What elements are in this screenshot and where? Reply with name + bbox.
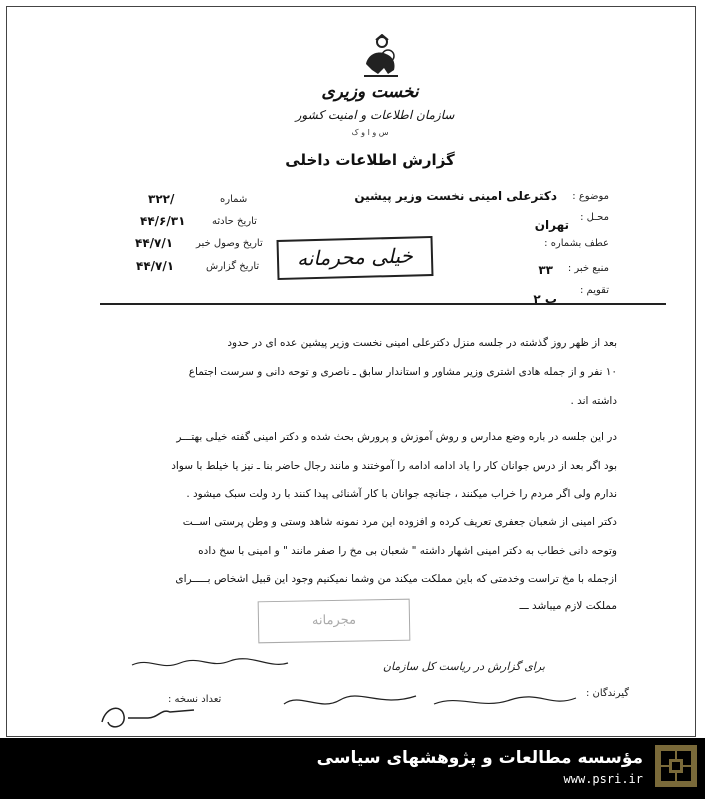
- handwriting-scribble-icon: [130, 655, 290, 673]
- copies-label: تعداد نسخه :: [168, 694, 222, 705]
- faint-stamp: مجرمانه: [258, 599, 411, 644]
- receive-date-label: تاریخ وصول خبر: [196, 238, 263, 249]
- signature-middle-icon: [280, 686, 420, 716]
- lion-sun-emblem-icon: [358, 34, 402, 82]
- body-line-8: وتوحه دانی خطاب به دکتر امینی اشهار داشته " شعبان بی مخ را صفر مانند " و امینی با سخ داده: [198, 545, 617, 557]
- report-type: گزارش اطلاعات داخلی: [285, 151, 455, 169]
- body-line-6: ندارم ولی اگر مردم را خراب میکنند ، جنانچه جوانان با کار آشنائی پیدا کنند با رد ولت سبک میشود .: [186, 488, 617, 500]
- place-value: تهران: [534, 218, 569, 232]
- recipients-label: گیرندگان :: [585, 688, 629, 699]
- header-code: س و ا و ک: [351, 128, 389, 137]
- receive-date-value: ۴۴/۷/۱: [135, 236, 174, 250]
- psri-logo-icon: [655, 745, 697, 787]
- classification-stamp: خیلی محرمانه: [277, 236, 434, 280]
- header-separator: [100, 303, 666, 305]
- report-date-value: ۴۴/۷/۱: [136, 259, 175, 273]
- body-line-2: ۱۰ نفر و از جمله هادی اشتری وزیر مشاور و استاندار سابق ـ ناصری و توحه دانی و سرست اجتماع: [188, 366, 617, 378]
- body-line-5: بود اگر بعد از درس جوانان کار را یاد ادامه ادامه را آموختند و مانند رجال حاضر بنا ـ نیز یا خیلط با سواد: [171, 460, 617, 472]
- signature-left-icon: [98, 696, 198, 736]
- source-label: منبع خبر :: [567, 263, 609, 274]
- header-org: سازمان اطلاعات و امنیت کشور: [295, 108, 455, 122]
- ref-label: عطف بشماره :: [544, 238, 609, 249]
- report-date-label: تاریخ گزارش: [206, 261, 260, 272]
- subject-label: موضوع :: [572, 191, 609, 202]
- header-title: نخست وزیری: [321, 82, 419, 102]
- event-date-value: ۴۴/۶/۳۱: [140, 214, 186, 228]
- body-line-7: دکتر امینی از شعبان جعفری تعریف کرده و افزوده این مرد نمونه شاهد وستی و وطن پرستی اســت: [182, 516, 617, 528]
- subject-value: دکترعلی امینی نخست وزیر پیشین: [354, 189, 557, 203]
- event-date-label: تاریخ حادثه: [212, 216, 257, 227]
- body-line-4: در این جلسه در باره وضع مدارس و روش آموزش و پرورش بحث شده و دکتر امینی گفته خیلی بهتـــر: [176, 431, 617, 443]
- publisher-name: مؤسسه مطالعات و پژوهشهای سیاسی: [316, 748, 643, 768]
- source-value: ۳۳: [538, 263, 553, 277]
- eval-label: تقویم :: [580, 285, 609, 296]
- body-line-10: مملکت لازم میباشد ـــ: [519, 600, 617, 612]
- body-line-3: داشته اند .: [570, 395, 617, 407]
- body-line-1: بعد از ظهر روز گذشته در جلسه منزل دکترعلی امینی نخست وزیر پیشین عده ای در حدود: [227, 337, 617, 349]
- handwritten-note: برای گزارش در ریاست کل سازمان: [382, 660, 545, 673]
- body-line-9: ازجمله با مخ تراست وخدمتی که باین مملکت میکند من وشما نمیکنیم وجود این قبیل اشخاص بـــــرای: [175, 573, 617, 585]
- number-label: شماره: [220, 194, 248, 205]
- place-label: محـل :: [580, 212, 609, 223]
- eval-value: ب ۲: [533, 292, 557, 306]
- publisher-url[interactable]: www.psri.ir: [563, 772, 643, 786]
- number-value: ۳۲۲/: [148, 192, 175, 206]
- signature-right-icon: [430, 690, 580, 714]
